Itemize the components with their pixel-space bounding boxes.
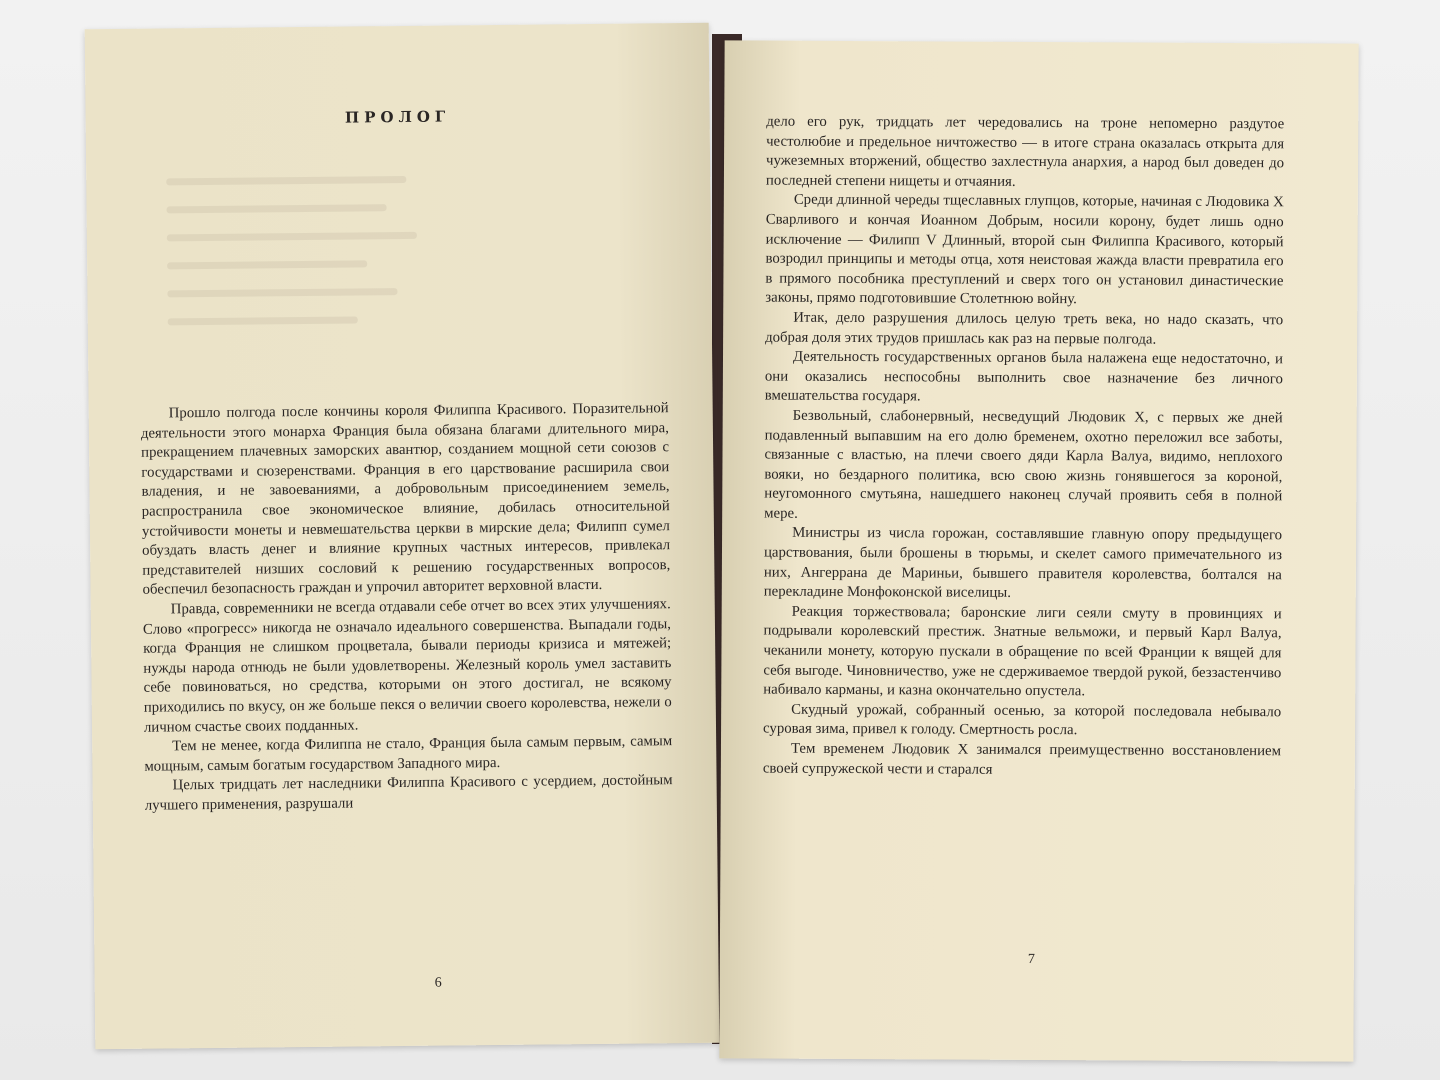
bleed-through-text [166, 176, 428, 347]
paragraph: Прошло полгода после кончины короля Филиппа Красивого. Поразительной деятельности этого монарха Франция была обязана благами длительного мира, прекращением плачевных заморских авантюр, созданием мощной сети союзов с государствами и сюзеренствами. Франция в его царствование расширила свои владения, и не завоеваниями, а добровольным присоединением земель, распространила свое экономическое влияние, добилась относительной устойчивости монеты и невмешательства церкви в мирские дела; Филипп сумел обуздать власть денег и влияние крупных частных интересов, привлекал представителей низших сословий к решению государственных вопросов, обеспечил безопасность граждан и упрочил авторитет верховной власти. [140, 400, 671, 599]
paragraph: Целых тридцать лет наследники Филиппа Красивого с усердием, достойным лучшего применения, разрушали [144, 772, 673, 814]
paragraph: Тем не менее, когда Филиппа не стало, Франция была самым первым, самым мощным, самым богатым государством Западного мира. [144, 733, 673, 775]
paragraph-continuation: дело его рук, тридцать лет чередовались на троне непомерно раздутое честолюбие и предельное ничтожество — в итоге страна оказалась открыта для чужеземных вторжений, общество захлестнула анархия, а народ был доведен до последней степени нищеты и отчаяния. [765, 113, 1285, 190]
left-page-text [141, 399, 673, 816]
paragraph: Среди длинной череды тщеславных глупцов, которые, начиная с Людовика X Сварливого и кончая Иоанном Добрым, носили корону, будет лишь одно исключение — Филипп V Длинный, второй сын Филиппа Красивого, который возродил принципы и методы отца, хотя неистовая жажда власти превратила его в прямого пособника преступлений и сверх того он установил династические законы, прямо подготовившие Столетнюю войну. [765, 192, 1284, 308]
paragraph: Деятельность государственных органов была налажена еще недостаточно, и они оказались неспособны выполнить свое назначение без личного вмешательства государя. [764, 348, 1284, 405]
paragraph: Правда, современники не всегда отдавали себе отчет во всех этих улучшениях. Слово «прогресс» никогда не означало идеального совершенства. Выпадали годы, когда Франция не слишком процветала, бывали периоды кризиса и мятежей; нужды народа отнюдь не были удовлетворены. Железный король умел заставить себе повиноваться, но средства, которыми он этого достигал, не всякому приходились по вкусу, он же больше пекся о величии своего королевства, нежели о личном счастье своих подданных. [142, 596, 672, 736]
left-page [85, 23, 720, 1049]
paragraph: Скудный урожай, собранный осенью, за которой последовала небывало суровая зима, привел к голоду. Смертность росла. [763, 701, 1282, 739]
paragraph: Тем временем Людовик X занимался преимущественно восстановлением своей супружеской чести и старался [762, 740, 1281, 778]
page-number: 7 [1027, 951, 1035, 967]
right-page [719, 40, 1358, 1061]
paragraph: Безвольный, слабонервный, несведущий Людовик X, с первых же дней подавленный выпавшим на его долю бременем, охотно переложил все заботы, связанные с властью, на плечи своего дяди Карла Валуа, видимо, неплохого вояки, но бездарного политика, всю свою жизнь гонявшегося за короной, неугомонного смутьяна, нашедшего наконец случай проявить себя в полной мере. [764, 407, 1283, 522]
paragraph: Министры из числа горожан, составлявшие главную опору предыдущего царствования, были брошены в тюрьмы, и скелет самого примечательного из них, Ангеррана де Мариньи, бывшего правителя королевства, болтался на перекладине Монфоконской виселицы. [763, 525, 1283, 602]
paragraph: Итак, дело разрушения длилось целую треть века, но надо сказать, что добрая доля этих трудов пришлась как раз на первые полгода. [765, 309, 1284, 348]
right-page-text [763, 113, 1284, 782]
chapter-heading: ПРОЛОГ [344, 107, 451, 127]
open-book [72, 14, 1392, 1066]
page-number: 6 [434, 975, 442, 991]
paragraph: Реакция торжествовала; баронские лиги сеяли смуту в провинциях и подрывали королевский престиж. Знатные вельможи, и первый Карл Валуа, чеканили монету, которую пускали в обращение по всей Франции к вящей для себя выгоде. Чиновничество, уже не сдерживаемое твердой рукой, беззастенчиво набивало карманы, и казна окончательно опустела. [763, 603, 1282, 700]
